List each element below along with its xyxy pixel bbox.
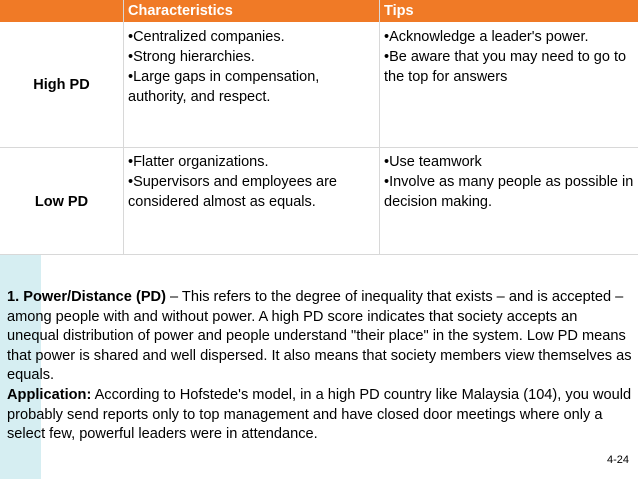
bullet-item: •Flatter organizations. bbox=[128, 154, 269, 170]
pd-heading: 1. Power/Distance (PD) bbox=[7, 289, 166, 305]
row-label-low-pd: Low PD bbox=[34, 193, 89, 210]
bullet-item: •Large gaps in compensation, authority, and respect. bbox=[128, 69, 320, 105]
header-tips: Tips bbox=[380, 0, 638, 22]
bullet-item: •Strong hierarchies. bbox=[128, 49, 255, 65]
low-pd-characteristics bbox=[124, 148, 379, 255]
row-label-high-pd: High PD bbox=[33, 77, 90, 93]
page-number: 4-24 bbox=[606, 454, 629, 466]
application-label: Application: bbox=[7, 386, 92, 403]
table-divider bbox=[123, 0, 124, 255]
bullet-item: •Use teamwork bbox=[384, 154, 482, 170]
low-pd-tips bbox=[380, 148, 638, 255]
high-pd-tips bbox=[380, 23, 638, 147]
table-divider bbox=[0, 147, 638, 148]
application-text: According to Hofstede's model, in a high PD country like Malaysia (104), you would probably send reports only to top management and have closed door meetings where only a select few, powerful leaders were in attendance. bbox=[7, 386, 632, 443]
bullet-item: •Acknowledge a leader's power. bbox=[384, 29, 589, 45]
pd-definition: – This refers to the degree of inequality that exists – and is accepted – among people with and without power. A high PD score indicates that society accepts an unequal distribution of power and people understand "their place" in the system. Low PD means that power is shared and well dispersed. It also means that society members view themselves as equals. bbox=[7, 289, 632, 384]
high-pd-characteristics bbox=[124, 23, 379, 147]
table-divider bbox=[379, 0, 380, 255]
header-blank-cell bbox=[0, 0, 123, 22]
bullet-item: •Involve as many people as possible in decision making. bbox=[384, 174, 634, 210]
bullet-item: •Be aware that you may need to go to the top for answers bbox=[384, 49, 627, 85]
header-characteristics: Characteristics bbox=[124, 0, 379, 22]
bullet-item: •Centralized companies. bbox=[128, 29, 285, 45]
bullet-item: •Supervisors and employees are considered almost as equals. bbox=[128, 174, 337, 210]
explanation-text bbox=[7, 288, 632, 445]
explanation-panel bbox=[0, 255, 638, 479]
